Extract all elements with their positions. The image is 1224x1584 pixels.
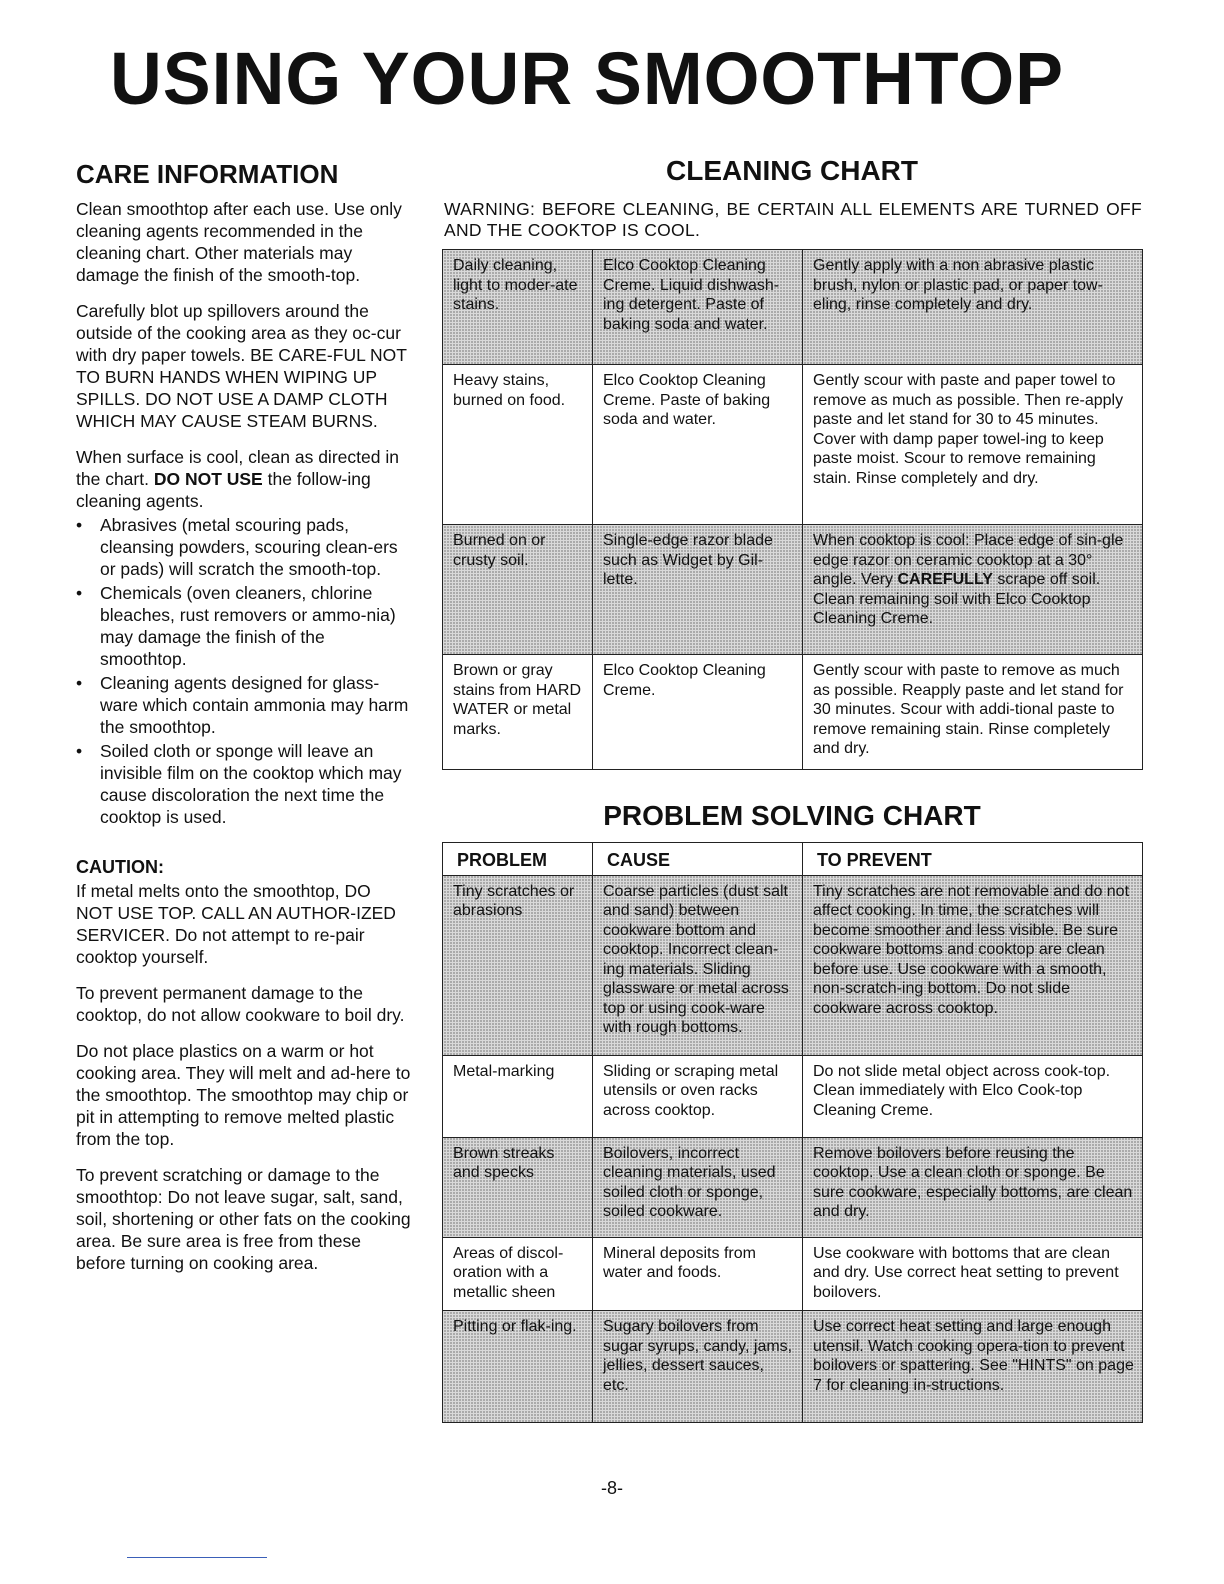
table-row — [443, 525, 1143, 655]
table-row — [443, 365, 1143, 525]
caution-text: If metal melts onto the smoothtop, DO NOT USE TOP. CALL AN AUTHOR-IZED SERVICER. Do not attempt to re-pair cooktop yourself. — [76, 881, 396, 967]
table-cell: Sliding or scraping metal utensils or oven racks across cooktop. — [593, 1055, 803, 1137]
table-cell: Single-edge razor blade such as Widget by Gil-lette. — [593, 525, 803, 655]
table-row — [443, 1055, 1143, 1137]
table-cell: Elco Cooktop Cleaning Creme. Liquid dishwash-ing detergent. Paste of baking soda and water. — [593, 250, 803, 365]
table-row — [443, 1137, 1143, 1237]
problem-solving-chart-title: PROBLEM SOLVING CHART — [603, 800, 981, 831]
carefully-emphasis: CAREFULLY — [897, 571, 993, 588]
table-row — [443, 1311, 1143, 1423]
table-cell — [803, 525, 1143, 655]
table-cell: Use cookware with bottoms that are clean and dry. Use correct heat setting to prevent boilovers. — [803, 1237, 1143, 1311]
table-row — [443, 875, 1143, 1055]
table-cell: Brown or gray stains from HARD WATER or metal marks. — [443, 655, 593, 770]
caution-heading: CAUTION: — [76, 857, 164, 877]
table-cell: Remove boilovers before reusing the cooktop. Use a clean cloth or sponge. Be sure cookware, especially bottoms, are clean and dry. — [803, 1137, 1143, 1237]
page-number: -8- — [601, 1478, 623, 1498]
cleaning-warning: WARNING: BEFORE CLEANING, BE CERTAIN ALL ELEMENTS ARE TURNED OFF AND THE COOKTOP IS COOL. — [444, 199, 1142, 240]
table-cell: Mineral deposits from water and foods. — [593, 1237, 803, 1311]
table-cell: Elco Cooktop Cleaning Creme. Paste of baking soda and water. — [593, 365, 803, 525]
table-cell: Tiny scratches or abrasions — [443, 875, 593, 1055]
table-cell: Elco Cooktop Cleaning Creme. — [593, 655, 803, 770]
care-paragraph-1: Clean smoothtop after each use. Use only cleaning agents recommended in the cleaning chart. Other materials may damage the finish of the smooth-top. — [76, 199, 402, 285]
table-cell: Gently scour with paste to remove as much as possible. Reapply paste and let stand for 30 minutes. Scour with addi-tional paste to remove remaining stain. Rinse completely and dry. — [803, 655, 1143, 770]
list-item: • Cleaning agents designed for glass-ware which contain ammonia may harm the smoothtop. — [76, 672, 412, 738]
care-information-section — [76, 160, 412, 1288]
cleaning-chart-table — [442, 249, 1143, 770]
table-cell: Metal-marking — [443, 1055, 593, 1137]
table-cell: Use correct heat setting and large enough utensil. Watch cooking opera-tion to prevent boilovers or spattering. See "HINTS" on page 7 for cleaning in-structions. — [803, 1311, 1143, 1423]
column-header: CAUSE — [593, 843, 803, 876]
care-paragraph-2: Carefully blot up spillovers around the outside of the cooking area as they oc-cur with dry paper towels. BE CARE-FUL NOT TO BURN HANDS WHEN WIPING UP SPILLS. DO NOT USE A DAMP CLOTH WHICH MAY CAUSE STEAM BURNS. — [76, 301, 407, 431]
table-row — [443, 655, 1143, 770]
care-heading: CARE INFORMATION — [76, 159, 339, 189]
care-paragraph-3-tail: the follow-ing cleaning agents. — [76, 469, 371, 511]
table-cell: Do not slide metal object across cook-top. Clean immediately with Elco Cook-top Cleaning Creme. — [803, 1055, 1143, 1137]
method-text-lead: When cooktop is cool: Place edge of sin-gle edge razor on ceramic cooktop at a 30° angle. Very — [813, 532, 1124, 588]
care-paragraph-3-lead: When surface is cool, clean as directed in the chart. — [76, 447, 399, 489]
care-paragraph-4: To prevent permanent damage to the cooktop, do not allow cookware to boil dry. — [76, 983, 405, 1025]
list-item: • Chemicals (oven cleaners, chlorine bleaches, rust removers or ammo-nia) may damage the finish of the smoothtop. — [76, 582, 412, 670]
cleaning-agents-list — [76, 514, 412, 828]
table-cell: Gently scour with paste and paper towel to remove as much as possible. Then re-apply paste and let stand for 30 to 45 minutes. Cover with damp paper towel-ing to keep paste moist. Scour to remove remaining stain. Rinse completely and dry. — [803, 365, 1143, 525]
list-item: • Soiled cloth or sponge will leave an invisible film on the cooktop which may cause discoloration the next time the cooktop is used. — [76, 740, 412, 828]
method-text-tail: scrape off soil. Clean remaining soil with Elco Cooktop Cleaning Creme. — [813, 571, 1101, 627]
table-cell: Gently apply with a non abrasive plastic brush, nylon or plastic pad, or paper tow-eling, rinse completely and dry. — [803, 250, 1143, 365]
table-cell: Boilovers, incorrect cleaning materials, used soiled cloth or sponge, soiled cookware. — [593, 1137, 803, 1237]
bottom-rule — [127, 1557, 267, 1558]
table-header-row — [443, 843, 1143, 876]
column-header: PROBLEM — [443, 843, 593, 876]
charts-section — [442, 155, 1142, 1423]
table-cell: Areas of discol-oration with a metallic sheen — [443, 1237, 593, 1311]
do-not-use-emphasis: DO NOT USE — [153, 469, 263, 489]
care-paragraph-5: Do not place plastics on a warm or hot cooking area. They will melt and ad-here to the smoothtop. The smoothtop may chip or pit in attempting to remove melted plastic from the top. — [76, 1041, 411, 1149]
problem-solving-table — [442, 842, 1143, 1423]
table-cell: Sugary boilovers from sugar syrups, candy, jams, jellies, dessert sauces, etc. — [593, 1311, 803, 1423]
column-header: TO PREVENT — [803, 843, 1143, 876]
table-cell: Pitting or flak-ing. — [443, 1311, 593, 1423]
table-cell: Coarse particles (dust salt and sand) between cookware bottom and cooktop. Incorrect clean-ing materials. Sliding glassware or metal across top or using cook-ware with rough bottoms. — [593, 875, 803, 1055]
list-item: • Abrasives (metal scouring pads, cleansing powders, scouring clean-ers or pads) will scratch the smooth-top. — [76, 514, 412, 580]
table-cell: Heavy stains, burned on food. — [443, 365, 593, 525]
table-cell: Daily cleaning, light to moder-ate stains. — [443, 250, 593, 365]
cleaning-chart-title: CLEANING CHART — [666, 155, 918, 186]
care-paragraph-3 — [76, 446, 412, 512]
care-paragraph-6: To prevent scratching or damage to the smoothtop: Do not leave sugar, salt, sand, soil, shortening or other fats on the cooking area. Be sure area is free from these before turning on cooking area. — [76, 1165, 411, 1273]
table-row — [443, 250, 1143, 365]
table-cell: Brown streaks and specks — [443, 1137, 593, 1237]
table-row — [443, 1237, 1143, 1311]
table-cell: Burned on or crusty soil. — [443, 525, 593, 655]
table-cell: Tiny scratches are not removable and do not affect cooking. In time, the scratches will become smoother and less visible. Be sure cookware bottoms and cooktop are clean before use. Use cookware with a smooth, non-scratch-ing bottom. Do not slide cookware across cooktop. — [803, 875, 1143, 1055]
page-title: USING YOUR SMOOTHTOP — [110, 37, 1064, 120]
